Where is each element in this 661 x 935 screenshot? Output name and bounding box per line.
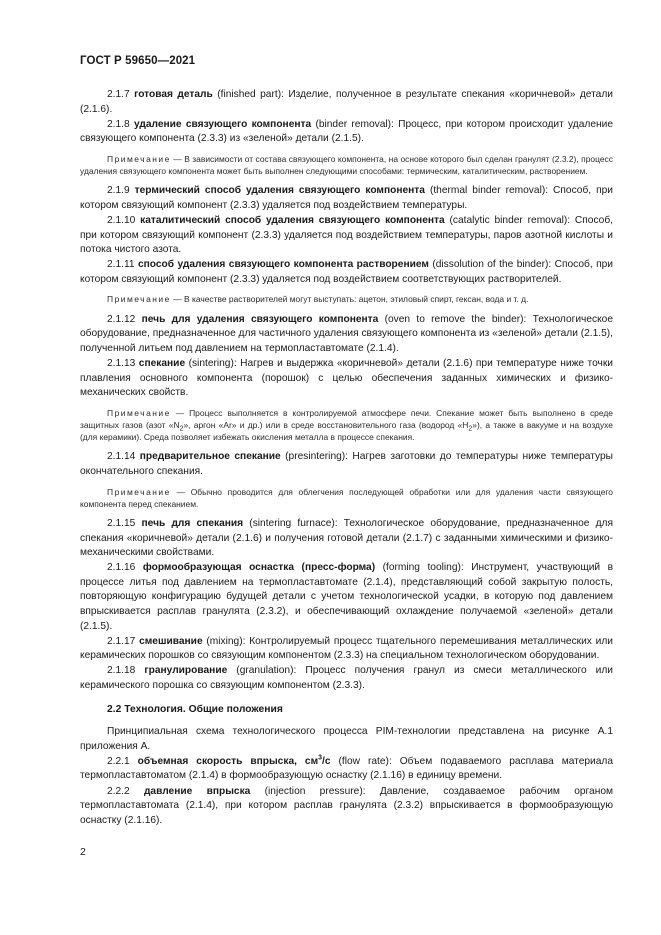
term-unit: /с xyxy=(322,755,331,767)
note-text: — В зависимости от состава связующего компонента, на основе которого был сделан гранулят (2.3.2), процесс удаления связующего компонента может быть выполнен следующими способами: термическим, каталитическим, растворением. xyxy=(80,153,613,177)
definition-text: (granulation): Процесс получения гранул из смеси металлического или керамического порошка со связующим компонентом (2.3.3). xyxy=(80,665,613,691)
term: смешивание xyxy=(139,635,203,647)
definition-2-1-12 xyxy=(80,313,613,357)
clause-number: 2.1.15 xyxy=(107,517,136,529)
definition-2-1-13 xyxy=(80,357,613,401)
definition-2-1-11 xyxy=(80,258,613,287)
document-body xyxy=(80,88,613,829)
definition-text: (binder removal): Процесс, при котором происходит удаление связующего компонента (2.3.3) из «зеленой» детали (2.1.5). xyxy=(80,118,613,145)
note-label: Примечание xyxy=(107,486,171,497)
term: удаление связующего компонента xyxy=(133,118,312,130)
term: предварительное спекание xyxy=(139,451,281,463)
term: печь для удаления связующего компонента xyxy=(141,313,379,325)
clause-number: 2.1.12 xyxy=(107,313,136,325)
clause-number: 2.2.1 xyxy=(107,755,130,767)
definition-2-2-1 xyxy=(80,755,613,784)
definition-2-1-10 xyxy=(80,214,613,258)
term: печь для спекания xyxy=(141,517,244,529)
subscript: 2 xyxy=(179,425,184,433)
definition-text: (injection pressure): Давление, создаваемое рабочим органом термопластавтомата (2.1.4), при котором расплав гранулята (2.3.2) впрыскивается в формообразующую оснастку (2.1.16). xyxy=(80,785,613,826)
note-text: »), а также в вакууме и на воздухе (для керамики). Среда позволяет избежать окисления металла в процессе спекания. xyxy=(80,419,613,443)
term: каталитический способ удаления связующего компонента xyxy=(140,214,445,226)
section-number: 2.2 xyxy=(107,703,122,715)
definition-text: (sintering furnace): Технологическое оборудование, предназначенное для спекания «коричневой» детали (2.1.6) и получения готовой детали (2.1.7) с заданными химическими и физико-механическими свойствами. xyxy=(80,517,613,559)
section-heading-2-2 xyxy=(80,703,613,718)
clause-number: 2.1.8 xyxy=(107,118,130,130)
term: формообразующая оснастка (пресс-форма) xyxy=(142,562,376,574)
note-sintering-atmosphere xyxy=(80,407,613,444)
term: способ удаления связующего компонента растворением xyxy=(137,259,429,271)
term xyxy=(138,756,331,767)
subscript: 2 xyxy=(468,425,473,433)
note-binder-removal xyxy=(80,153,613,177)
page-number: 2 xyxy=(80,846,86,858)
definition-text: (catalytic binder removal): Способ, при котором связующий компонент (2.3.3) удаляется под воздействием температуры, паров азотной кислоты и потока чистого азота. xyxy=(80,214,613,256)
clause-number: 2.1.16 xyxy=(107,562,136,574)
clause-number: 2.1.14 xyxy=(107,451,136,463)
definition-2-1-15 xyxy=(80,517,613,561)
definition-2-1-17 xyxy=(80,635,613,664)
definition-2-1-8 xyxy=(80,118,613,147)
term: давление впрыска xyxy=(143,785,251,797)
term: спекание xyxy=(138,357,186,369)
definition-text: (sintering): Нагрев и выдержка «коричневой» детали (2.1.6) при температуре ниже точки плавления основного компонента (порошок) с целью обеспечения заданных химических и физико-механических свойств. xyxy=(80,357,613,399)
clause-number: 2.1.18 xyxy=(107,665,136,677)
definition-2-1-9 xyxy=(80,184,613,213)
note-label: Примечание xyxy=(107,294,171,305)
definition-text: (presintering): Нагрев заготовки до температуры ниже температуры окончательного спекания. xyxy=(80,451,613,477)
definition-text: (finished part): Изделие, полученное в результате спекания «коричневой» детали (2.1.6). xyxy=(80,89,613,115)
clause-number: 2.1.13 xyxy=(107,357,136,369)
clause-number: 2.1.9 xyxy=(107,185,130,197)
note-text: — Процесс выполняется в контролируемой атмосфере печи. Спекание может быть выполнено в среде защитных газов (азот «N xyxy=(80,407,613,430)
note-text: — В качестве растворителей могут выступать: ацетон, этиловый спирт, гексан, вода и т. д. xyxy=(170,294,529,305)
definition-text: (dissolution of the binder): Способ, при котором связующий компонент (2.3.3) удаляется под воздействием соответствующих растворителей. xyxy=(80,259,613,285)
definition-2-1-18 xyxy=(80,664,613,693)
superscript: 3 xyxy=(318,754,323,762)
clause-number: 2.2.2 xyxy=(107,785,130,797)
note-text: », аргон «Ar» и др.) или в среде восстановительного газа (водород «H xyxy=(183,419,469,430)
clause-number: 2.1.10 xyxy=(107,214,136,226)
term: гранулирование xyxy=(144,665,228,677)
definition-text: (forming tooling): Инструмент, участвующий в процессе литья под давлением на термопластавтомате (2.1.4), представляющий собой закрытую полость, повторяющую конфигурацию будущей детали с учетом технологической усадки, в которую под давлением впрыскивается расплав гранулята (2.3.2), и обеспечивающий охлаждение получаемой «зеленой» детали (2.1.5). xyxy=(80,562,613,632)
note-label: Примечание xyxy=(107,407,171,418)
note-label: Примечание xyxy=(107,153,171,164)
note-solvents xyxy=(80,293,613,305)
definition-text: (mixing): Контролируемый процесс тщательного перемешивания металлических или керамических порошков со связующим компонентом (2.3.3) на специальном технологическом оборудовании. xyxy=(80,635,613,662)
definition-text: (thermal binder removal): Способ, при котором связующий компонент (2.3.3) удаляется под воздействием температуры. xyxy=(80,185,613,211)
clause-number: 2.1.17 xyxy=(107,635,136,647)
term-text: объемная скорость впрыска, см xyxy=(137,755,319,767)
term: термический способ удаления связующего компонента xyxy=(134,185,425,197)
term: готовая деталь xyxy=(134,89,213,100)
definition-text: (flow rate): Объем подаваемого расплава материала термопластавтоматом (2.1.4) в формообразующую оснастку (2.1.16) в единицу времени. xyxy=(80,755,613,782)
clause-number: 2.1.7 xyxy=(107,89,130,100)
definition-text: (oven to remove the binder): Технологическое оборудование, предназначенное для частичного удаления связующего компонента из «зеленой» детали (2.1.5), полученной литьем под давлением на термопластавтомате (2.1.4). xyxy=(80,313,614,354)
definition-2-1-7 xyxy=(80,88,613,117)
definition-2-1-14 xyxy=(80,450,613,479)
note-text: — Обычно проводится для облегчения последующей обработки или для удаления части связующего компонента перед спеканием. xyxy=(80,486,613,509)
clause-number: 2.1.11 xyxy=(107,259,135,271)
definition-2-1-16 xyxy=(80,561,613,634)
document-header: ГОСТ Р 59650—2021 xyxy=(80,55,196,67)
section-intro: Принципиальная схема технологического процесса PIM-технологии представлена на рисунке А.1 приложения А. xyxy=(80,726,613,752)
definition-2-2-2 xyxy=(80,785,613,829)
section-title: Технология. Общие положения xyxy=(124,703,283,715)
note-presintering xyxy=(80,486,613,510)
